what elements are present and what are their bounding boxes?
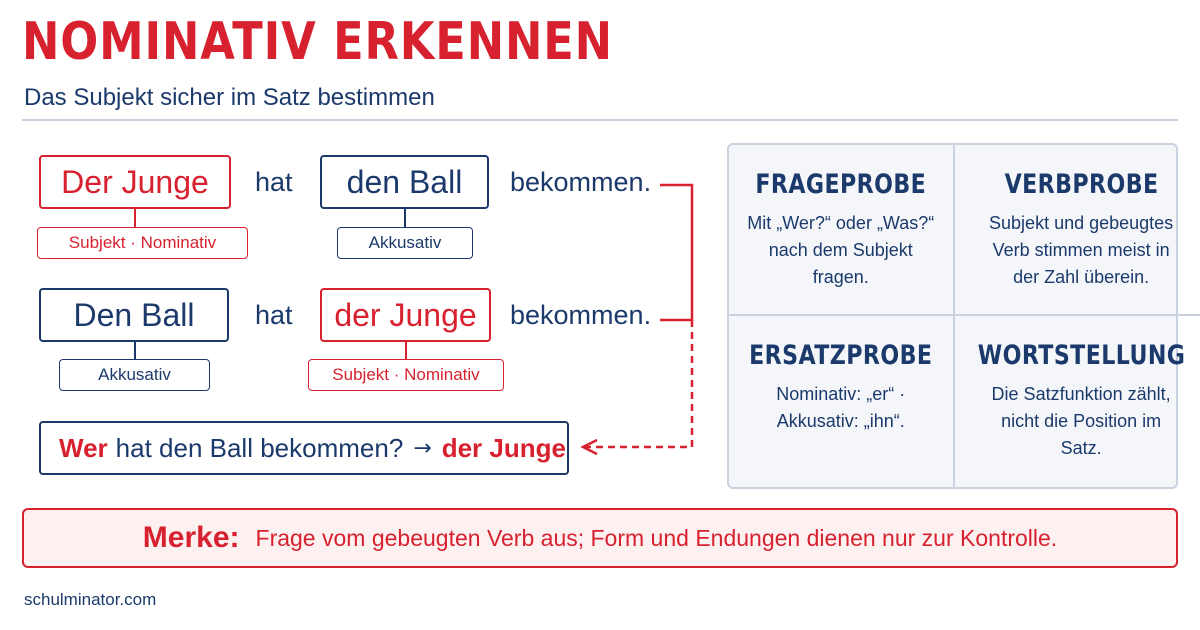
bracket-line <box>660 185 692 320</box>
sentence1-object-tag: Akkusativ <box>337 227 473 259</box>
check-cell-frageprobe <box>729 145 955 316</box>
check-title: VERBPROBE <box>1004 169 1159 200</box>
question-text: hat den Ball bekommen? <box>115 432 404 463</box>
sentence2-subject-tag: Subjekt · Nominativ <box>308 359 504 391</box>
check-text: Mit „Wer?“ oder „Was?“ nach dem Subjekt fragen. <box>747 213 935 287</box>
checks-grid <box>727 143 1185 489</box>
merke-text: Frage vom gebeugten Verb aus; Form und Endungen dienen nur zur Kontrolle. <box>255 524 1058 551</box>
check-title: FRAGEPROBE <box>755 169 927 200</box>
sentence1-subject-box: Der Junge <box>39 155 231 209</box>
sentence1-participle: bekommen. <box>510 167 652 197</box>
sentence2-object-box: Den Ball <box>39 288 229 342</box>
check-cell-wortstellung <box>955 316 1200 487</box>
check-title: ERSATZPROBE <box>749 340 933 371</box>
question-word: Wer <box>59 432 108 463</box>
footer-url: schulminator.com <box>24 590 157 609</box>
sentence1-verb: hat <box>255 167 293 197</box>
check-cell-ersatzprobe <box>729 316 955 487</box>
sentence2-subject-box: der Junge <box>320 288 491 342</box>
sentence1-object-box: den Ball <box>320 155 489 209</box>
page-subtitle: Das Subjekt sicher im Satz bestimmen <box>24 84 435 111</box>
merke-label: Merke: <box>142 521 240 554</box>
check-title: WORTSTELLUNG <box>977 340 1185 371</box>
sentence1-subject-tag: Subjekt · Nominativ <box>37 227 248 259</box>
sentence2-object-tag: Akkusativ <box>59 359 210 391</box>
page-title: NOMINATIV ERKENNEN <box>22 12 613 72</box>
sentence2-verb: hat <box>255 300 293 330</box>
bracket-connector <box>0 0 720 480</box>
check-text: Nominativ: „er“ · Akkusativ: „ihn“. <box>776 384 906 431</box>
bracket-dashed-line <box>585 320 692 447</box>
question-answer: der Junge <box>441 432 566 463</box>
question-arrow: → <box>413 435 432 461</box>
check-text: Subjekt und gebeugtes Verb stimmen meist in der Zahl überein. <box>989 213 1174 287</box>
check-text: Die Satzfunktion zählt, nicht die Position im Satz. <box>991 384 1171 458</box>
merke-banner <box>22 508 1178 568</box>
check-cell-verbprobe <box>955 145 1200 316</box>
sentence2-participle: bekommen. <box>510 300 652 330</box>
